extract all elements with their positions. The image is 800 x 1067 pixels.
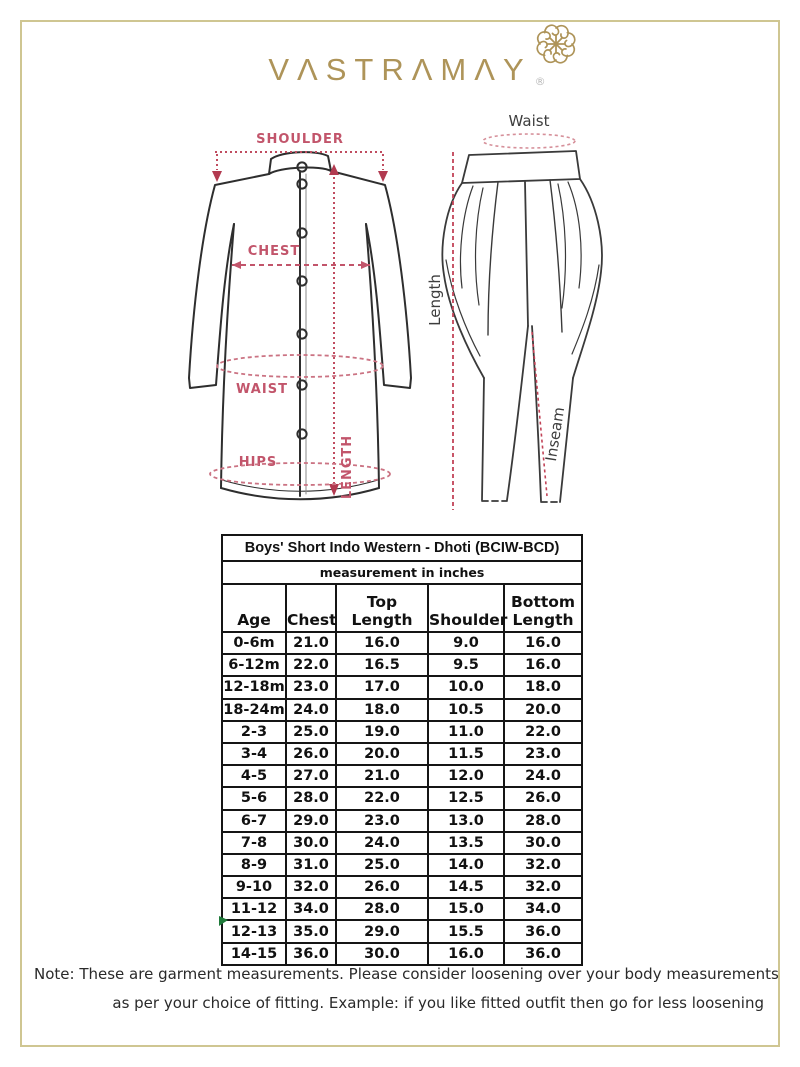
table-cell: 8-9: [222, 854, 286, 876]
column-header-shoulder: Shoulder: [428, 584, 504, 632]
table-cell: 22.0: [286, 654, 336, 676]
table-cell: 25.0: [336, 854, 428, 876]
table-cell: 14.5: [428, 876, 504, 898]
table-cell: 10.0: [428, 676, 504, 698]
table-row: [222, 654, 582, 676]
table-cell: 24.0: [504, 765, 582, 787]
table-cell: 26.0: [504, 787, 582, 809]
table-title: Boys' Short Indo Western - Dhoti (BCIW-BCD): [222, 535, 582, 561]
table-cell: 15.5: [428, 920, 504, 942]
table-cell: 23.0: [336, 810, 428, 832]
table-cell: 36.0: [504, 920, 582, 942]
table-cell: 21.0: [336, 765, 428, 787]
table-cell: 12-18m: [222, 676, 286, 698]
table-cell: 13.0: [428, 810, 504, 832]
note-line-2: as per your choice of fitting. Example: if you like fitted outfit then go for less loosening: [112, 994, 764, 1012]
column-header-top-length: Top Length: [336, 584, 428, 632]
table-subtitle-row: [222, 561, 582, 584]
note-line-1: Note: These are garment measurements. Please consider loosening over your body measurements: [34, 965, 779, 983]
table-cell: 17.0: [336, 676, 428, 698]
table-cell: 22.0: [504, 721, 582, 743]
table-cell: 11.5: [428, 743, 504, 765]
length-label: LENGTH: [340, 434, 355, 500]
table-row: [222, 676, 582, 698]
table-row: [222, 721, 582, 743]
table-cell: 20.0: [504, 699, 582, 721]
table-cell: 14-15: [222, 943, 286, 965]
table-cell: 6-7: [222, 810, 286, 832]
size-table-wrap: [221, 534, 581, 966]
mandala-ornament-icon: [534, 22, 578, 66]
table-cell: 28.0: [286, 787, 336, 809]
table-row: [222, 810, 582, 832]
table-cell: 10.5: [428, 699, 504, 721]
size-table: [221, 534, 583, 966]
table-row: [222, 876, 582, 898]
table-cell: 30.0: [336, 943, 428, 965]
table-title-row: [222, 535, 582, 561]
table-cell: 13.5: [428, 832, 504, 854]
table-cell: 15.0: [428, 898, 504, 920]
table-cell: 26.0: [286, 743, 336, 765]
table-header-row: [222, 584, 582, 632]
column-header-bottom-length: Bottom Length: [504, 584, 582, 632]
table-row: [222, 632, 582, 654]
table-cell: 34.0: [504, 898, 582, 920]
table-cell: 11-12: [222, 898, 286, 920]
table-cell: 16.0: [504, 632, 582, 654]
table-cell: 6-12m: [222, 654, 286, 676]
table-row: [222, 854, 582, 876]
table-cell: 9.0: [428, 632, 504, 654]
table-cell: 16.0: [428, 943, 504, 965]
table-cell: 16.5: [336, 654, 428, 676]
table-cell: 22.0: [336, 787, 428, 809]
table-row: [222, 743, 582, 765]
dhoti-inseam-label: Inseam: [541, 405, 569, 463]
dhoti-length-label: Length: [426, 274, 444, 326]
registered-trademark: ®: [534, 75, 546, 88]
table-cell: 36.0: [286, 943, 336, 965]
table-cell: 30.0: [286, 832, 336, 854]
table-cell: 34.0: [286, 898, 336, 920]
dhoti-waist-label: Waist: [508, 112, 550, 130]
table-cell: 23.0: [286, 676, 336, 698]
table-cell: 9-10: [222, 876, 286, 898]
table-cell: 5-6: [222, 787, 286, 809]
table-cell: 31.0: [286, 854, 336, 876]
waist-label: WAIST: [236, 382, 288, 397]
table-cell: 7-8: [222, 832, 286, 854]
table-row: [222, 787, 582, 809]
dhoti-annotations: [426, 112, 575, 510]
table-cell: 24.0: [286, 699, 336, 721]
table-cell: 16.0: [336, 632, 428, 654]
table-cell: 29.0: [336, 920, 428, 942]
kurta-measurement-diagram: [178, 122, 422, 517]
table-cell: 32.0: [504, 876, 582, 898]
table-cell: 21.0: [286, 632, 336, 654]
table-cell: 18.0: [504, 676, 582, 698]
table-cell: 18.0: [336, 699, 428, 721]
column-header-age: Age: [222, 584, 286, 632]
table-cell: 0-6m: [222, 632, 286, 654]
table-row: [222, 765, 582, 787]
table-cell: 35.0: [286, 920, 336, 942]
table-cell: 4-5: [222, 765, 286, 787]
brand-logo: [0, 52, 800, 88]
table-row: [222, 920, 582, 942]
table-cell: 3-4: [222, 743, 286, 765]
brand-logo-inner: [268, 52, 546, 88]
table-cell: 9.5: [428, 654, 504, 676]
table-cell: 24.0: [336, 832, 428, 854]
size-table-body: [222, 632, 582, 965]
column-header-chest: Chest: [286, 584, 336, 632]
measurement-note: [34, 960, 779, 1018]
table-row: [222, 699, 582, 721]
chest-label: CHEST: [247, 244, 301, 259]
table-subtitle: measurement in inches: [222, 561, 582, 584]
table-cell: 12.0: [428, 765, 504, 787]
table-cell: 12-13: [222, 920, 286, 942]
table-cell: 16.0: [504, 654, 582, 676]
table-cell: 23.0: [504, 743, 582, 765]
table-row: [222, 898, 582, 920]
table-cell: 20.0: [336, 743, 428, 765]
table-cell: 12.5: [428, 787, 504, 809]
table-cell: 11.0: [428, 721, 504, 743]
shoulder-label: SHOULDER: [256, 132, 344, 147]
table-cell: 29.0: [286, 810, 336, 832]
table-cell: 36.0: [504, 943, 582, 965]
table-cell: 19.0: [336, 721, 428, 743]
table-cell: 28.0: [336, 898, 428, 920]
hips-label: HIPS: [238, 455, 278, 470]
table-cell: 32.0: [504, 854, 582, 876]
table-cell: 32.0: [286, 876, 336, 898]
table-cell: 26.0: [336, 876, 428, 898]
table-cell: 27.0: [286, 765, 336, 787]
table-cell: 25.0: [286, 721, 336, 743]
table-cell: 28.0: [504, 810, 582, 832]
dhoti-measurement-diagram: [426, 110, 628, 525]
table-cell: 30.0: [504, 832, 582, 854]
table-row: [222, 832, 582, 854]
brand-name: VΛSTRΛMΛY: [268, 52, 532, 87]
table-cell: 2-3: [222, 721, 286, 743]
table-cell: 14.0: [428, 854, 504, 876]
table-cell: 18-24m: [222, 699, 286, 721]
